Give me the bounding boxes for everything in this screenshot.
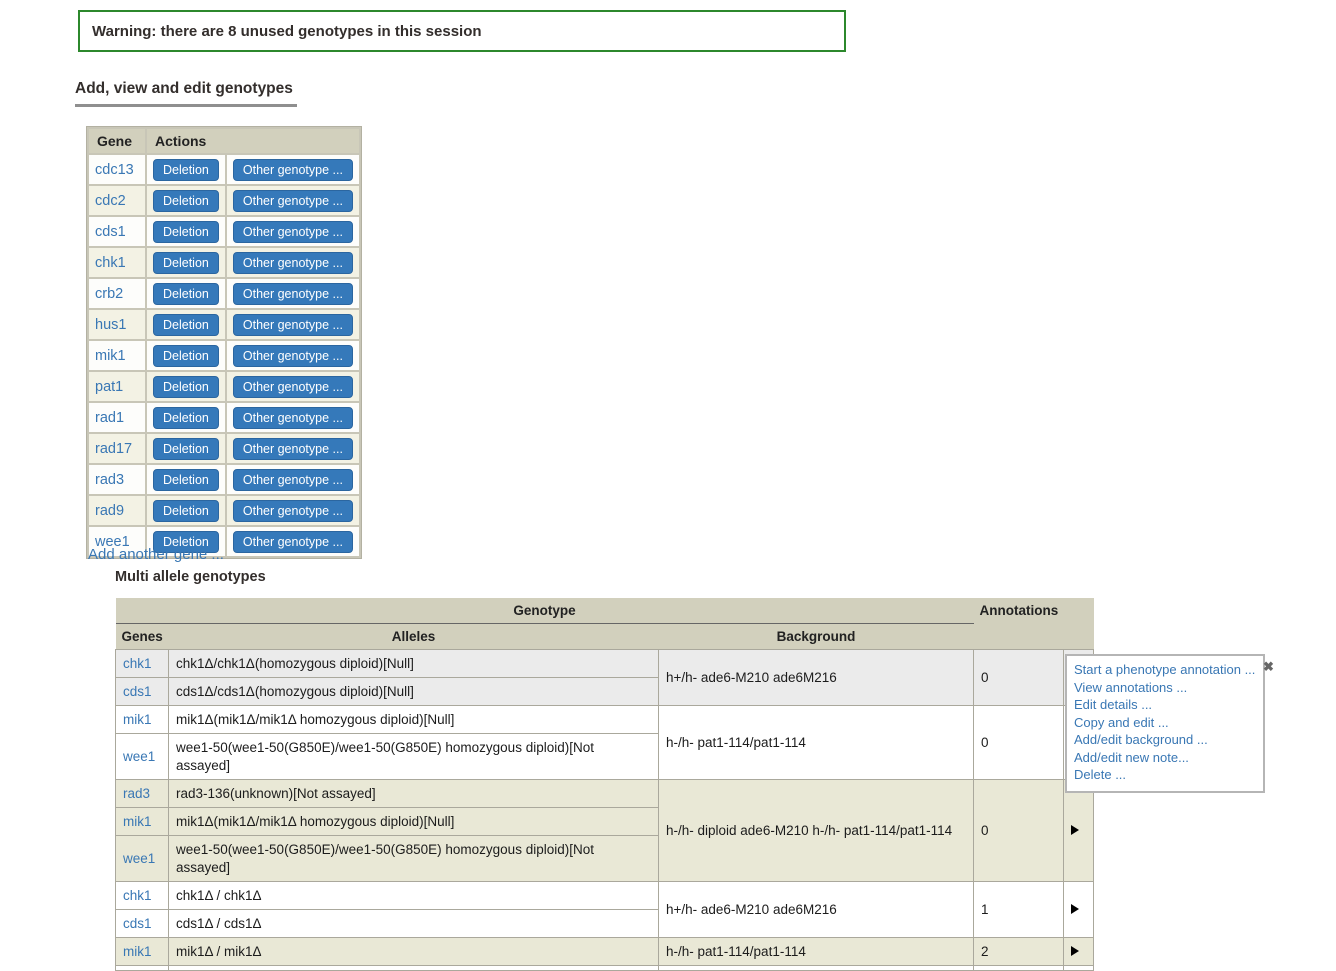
annotation-count-cell: 2 — [974, 938, 1064, 966]
multi-header-row-2 — [116, 624, 1094, 650]
allele-cell: cds1Δ/cds1Δ(homozygous diploid)[Null] — [169, 678, 659, 706]
deletion-cell — [147, 279, 225, 308]
popup-menu-item[interactable]: View annotations ... — [1074, 679, 1188, 695]
deletion-cell — [147, 217, 225, 246]
genotype-gene-cell — [116, 966, 169, 971]
gene-table-body — [89, 155, 359, 556]
deletion-cell — [147, 248, 225, 277]
genotype-row-partial — [116, 966, 1094, 971]
gene-name-cell — [89, 434, 145, 463]
deletion-button[interactable]: Deletion — [153, 469, 219, 491]
popup-menu-item[interactable]: Add/edit new note... — [1074, 749, 1189, 765]
gene-name-cell — [89, 496, 145, 525]
genotype-gene-link[interactable]: mik1 — [123, 813, 152, 829]
gene-link[interactable]: rad17 — [95, 440, 133, 457]
popup-menu-item[interactable]: Start a phenotype annotation ... — [1074, 662, 1256, 677]
other-genotype-button[interactable]: Other genotype ... — [233, 500, 353, 522]
gene-link[interactable]: rad3 — [95, 471, 125, 488]
annotation-count-cell: 0 — [974, 650, 1064, 706]
gene-row — [89, 279, 359, 308]
genotype-gene-link[interactable]: wee1 — [123, 748, 156, 764]
genotype-gene-cell — [116, 836, 169, 882]
genotype-row — [116, 650, 1094, 678]
other-genotype-cell — [227, 217, 359, 246]
genotype-gene-cell — [116, 938, 169, 966]
gene-name-cell — [89, 341, 145, 370]
gene-name-cell — [89, 372, 145, 401]
deletion-cell — [147, 496, 225, 525]
other-genotype-cell — [227, 341, 359, 370]
gene-link[interactable]: cdc2 — [95, 192, 126, 209]
other-genotype-button[interactable]: Other genotype ... — [233, 531, 353, 553]
gene-link[interactable]: wee1 — [95, 533, 130, 550]
multi-table-body — [116, 650, 1094, 971]
gene-row — [89, 217, 359, 246]
gene-row — [89, 403, 359, 432]
other-genotype-cell — [227, 496, 359, 525]
deletion-cell — [147, 403, 225, 432]
genotype-gene-cell — [116, 734, 169, 780]
genotype-gene-link[interactable]: cds1 — [123, 683, 152, 699]
deletion-cell — [147, 155, 225, 184]
genotype-column-header: Genotype — [116, 598, 974, 624]
gene-link[interactable]: crb2 — [95, 285, 124, 302]
allele-cell: chk1Δ/chk1Δ(homozygous diploid)[Null] — [169, 650, 659, 678]
gene-row — [89, 248, 359, 277]
allele-cell: wee1-50(wee1-50(G850E)/wee1-50(G850E) homozygous diploid)[Not assayed] — [169, 836, 659, 882]
gene-row — [89, 372, 359, 401]
unused-genotypes-warning — [78, 10, 846, 52]
warning-text: Warning: there are 8 unused genotypes in this session — [92, 22, 482, 40]
deletion-cell — [147, 465, 225, 494]
genotype-gene-link[interactable]: mik1 — [123, 943, 152, 959]
background-cell — [659, 966, 974, 971]
background-cell: h-/h- pat1-114/pat1-114 — [659, 706, 974, 780]
multi-allele-title: Multi allele genotypes — [115, 569, 266, 585]
deletion-cell — [147, 310, 225, 339]
deletion-button[interactable]: Deletion — [153, 531, 219, 553]
genotype-gene-link[interactable]: rad3 — [123, 785, 151, 801]
gene-row — [89, 434, 359, 463]
genotype-row — [116, 882, 1094, 910]
background-cell: h+/h- ade6-M210 ade6M216 — [659, 882, 974, 938]
gene-name-cell — [89, 310, 145, 339]
multi-allele-table-container — [115, 598, 1094, 971]
allele-cell: rad3-136(unknown)[Not assayed] — [169, 780, 659, 808]
other-genotype-button[interactable]: Other genotype ... — [233, 221, 353, 243]
gene-link[interactable]: cds1 — [95, 223, 126, 240]
genotype-actions-cell — [1064, 966, 1094, 971]
background-cell: h+/h- ade6-M210 ade6M216 — [659, 650, 974, 706]
allele-cell: mik1Δ(mik1Δ/mik1Δ homozygous diploid)[Null] — [169, 706, 659, 734]
gene-name-cell — [89, 465, 145, 494]
genotype-row — [116, 706, 1094, 734]
genotype-gene-cell — [116, 650, 169, 678]
deletion-cell — [147, 372, 225, 401]
gene-name-cell — [89, 248, 145, 277]
background-cell: h-/h- diploid ade6-M210 h-/h- pat1-114/pat1-114 — [659, 780, 974, 882]
deletion-cell — [147, 186, 225, 215]
genotype-gene-cell — [116, 678, 169, 706]
other-genotype-button[interactable]: Other genotype ... — [233, 407, 353, 429]
genotype-gene-link[interactable]: chk1 — [123, 655, 152, 671]
genotype-actions-cell — [1064, 780, 1094, 882]
other-genotype-button[interactable]: Other genotype ... — [233, 345, 353, 367]
other-genotype-cell — [227, 372, 359, 401]
other-genotype-cell — [227, 434, 359, 463]
other-genotype-cell — [227, 248, 359, 277]
gene-name-cell — [89, 279, 145, 308]
gene-row — [89, 496, 359, 525]
other-genotype-cell — [227, 279, 359, 308]
gene-row — [89, 155, 359, 184]
other-genotype-cell — [227, 155, 359, 184]
background-column-header: Background — [659, 624, 974, 650]
gene-column-header: Gene — [89, 129, 145, 153]
actions-column-header: Actions — [147, 129, 359, 153]
other-genotype-cell — [227, 465, 359, 494]
multi-header-row-1 — [116, 598, 1094, 624]
gene-row — [89, 186, 359, 215]
genotype-actions-cell — [1064, 882, 1094, 938]
other-genotype-button[interactable]: Other genotype ... — [233, 438, 353, 460]
genotype-actions-cell — [1064, 938, 1094, 966]
other-genotype-button[interactable]: Other genotype ... — [233, 469, 353, 491]
deletion-button[interactable]: Deletion — [153, 376, 219, 398]
annotation-count-cell: 0 — [974, 780, 1064, 882]
genotype-row — [116, 780, 1094, 808]
deletion-button[interactable]: Deletion — [153, 190, 219, 212]
gene-name-cell — [89, 217, 145, 246]
expand-arrow-icon[interactable] — [1071, 825, 1079, 835]
popup-menu-item[interactable]: Edit details ... — [1074, 697, 1153, 712]
other-genotype-button[interactable]: Other genotype ... — [233, 283, 353, 305]
genotype-gene-link[interactable]: mik1 — [123, 711, 152, 727]
gene-table — [86, 126, 362, 559]
other-genotype-cell — [227, 527, 359, 556]
gene-row — [89, 341, 359, 370]
genotype-gene-cell — [116, 780, 169, 808]
other-genotype-button[interactable]: Other genotype ... — [233, 190, 353, 212]
multi-allele-table — [115, 598, 1094, 971]
allele-cell: mik1Δ / mik1Δ — [169, 938, 659, 966]
gene-row — [89, 310, 359, 339]
deletion-button[interactable]: Deletion — [153, 252, 219, 274]
expand-arrow-icon[interactable] — [1071, 904, 1079, 914]
gene-table-header-row — [89, 129, 359, 153]
genotype-row — [116, 938, 1094, 966]
genotype-gene-link[interactable]: chk1 — [123, 887, 152, 903]
deletion-cell — [147, 341, 225, 370]
deletion-button[interactable]: Deletion — [153, 407, 219, 429]
annotations-column-header: Annotations — [974, 598, 1064, 650]
other-genotype-cell — [227, 310, 359, 339]
other-genotype-button[interactable]: Other genotype ... — [233, 376, 353, 398]
allele-cell: mik1Δ(mik1Δ/mik1Δ homozygous diploid)[Null] — [169, 808, 659, 836]
gene-link[interactable]: cdc13 — [95, 161, 134, 178]
annotation-count-cell — [974, 966, 1064, 971]
allele-cell: wee1-50(wee1-50(G850E)/wee1-50(G850E) homozygous diploid)[Not assayed] — [169, 734, 659, 780]
popup-menu-item[interactable]: Copy and edit ... — [1074, 714, 1169, 730]
genotype-gene-cell — [116, 808, 169, 836]
alleles-column-header: Alleles — [169, 624, 659, 650]
allele-cell — [169, 966, 659, 971]
page-title: Add, view and edit genotypes — [75, 80, 297, 107]
gene-link[interactable]: rad9 — [95, 502, 125, 519]
allele-cell: cds1Δ / cds1Δ — [169, 910, 659, 938]
deletion-button[interactable]: Deletion — [153, 283, 219, 305]
other-genotype-cell — [227, 186, 359, 215]
other-genotype-cell — [227, 403, 359, 432]
genotype-gene-cell — [116, 882, 169, 910]
gene-name-cell — [89, 186, 145, 215]
gene-table-container — [86, 126, 362, 559]
annotation-count-cell: 0 — [974, 706, 1064, 780]
popup-menu-item[interactable]: Add/edit background ... — [1074, 732, 1208, 747]
gene-link[interactable]: mik1 — [95, 347, 126, 364]
gene-link[interactable]: chk1 — [95, 254, 126, 271]
deletion-button[interactable]: Deletion — [153, 159, 219, 181]
deletion-cell — [147, 434, 225, 463]
actions-spacer-header — [1064, 598, 1094, 650]
annotation-count-cell: 1 — [974, 882, 1064, 938]
genes-column-header: Genes — [116, 624, 169, 650]
genotype-gene-link[interactable]: wee1 — [123, 850, 156, 866]
popup-menu-item[interactable]: Delete ... — [1074, 767, 1127, 782]
gene-name-cell — [89, 155, 145, 184]
close-icon[interactable]: ✖ — [1263, 659, 1274, 674]
gene-link[interactable]: pat1 — [95, 378, 124, 395]
deletion-button[interactable]: Deletion — [153, 500, 219, 522]
genotype-gene-link[interactable]: cds1 — [123, 915, 152, 931]
gene-name-cell — [89, 403, 145, 432]
allele-cell: chk1Δ / chk1Δ — [169, 882, 659, 910]
background-cell: h-/h- pat1-114/pat1-114 — [659, 938, 974, 966]
genotype-popup-menu — [1065, 654, 1265, 793]
other-genotype-button[interactable]: Other genotype ... — [233, 252, 353, 274]
deletion-button[interactable]: Deletion — [153, 221, 219, 243]
gene-row — [89, 465, 359, 494]
expand-arrow-icon[interactable] — [1071, 946, 1079, 956]
genotype-gene-cell — [116, 910, 169, 938]
deletion-button[interactable]: Deletion — [153, 345, 219, 367]
other-genotype-button[interactable]: Other genotype ... — [233, 314, 353, 336]
gene-link[interactable]: rad1 — [95, 409, 125, 426]
genotype-gene-cell — [116, 706, 169, 734]
other-genotype-button[interactable]: Other genotype ... — [233, 159, 353, 181]
deletion-button[interactable]: Deletion — [153, 438, 219, 460]
gene-link[interactable]: hus1 — [95, 316, 127, 333]
deletion-button[interactable]: Deletion — [153, 314, 219, 336]
add-another-gene-link[interactable]: Add another gene ... — [88, 546, 224, 563]
